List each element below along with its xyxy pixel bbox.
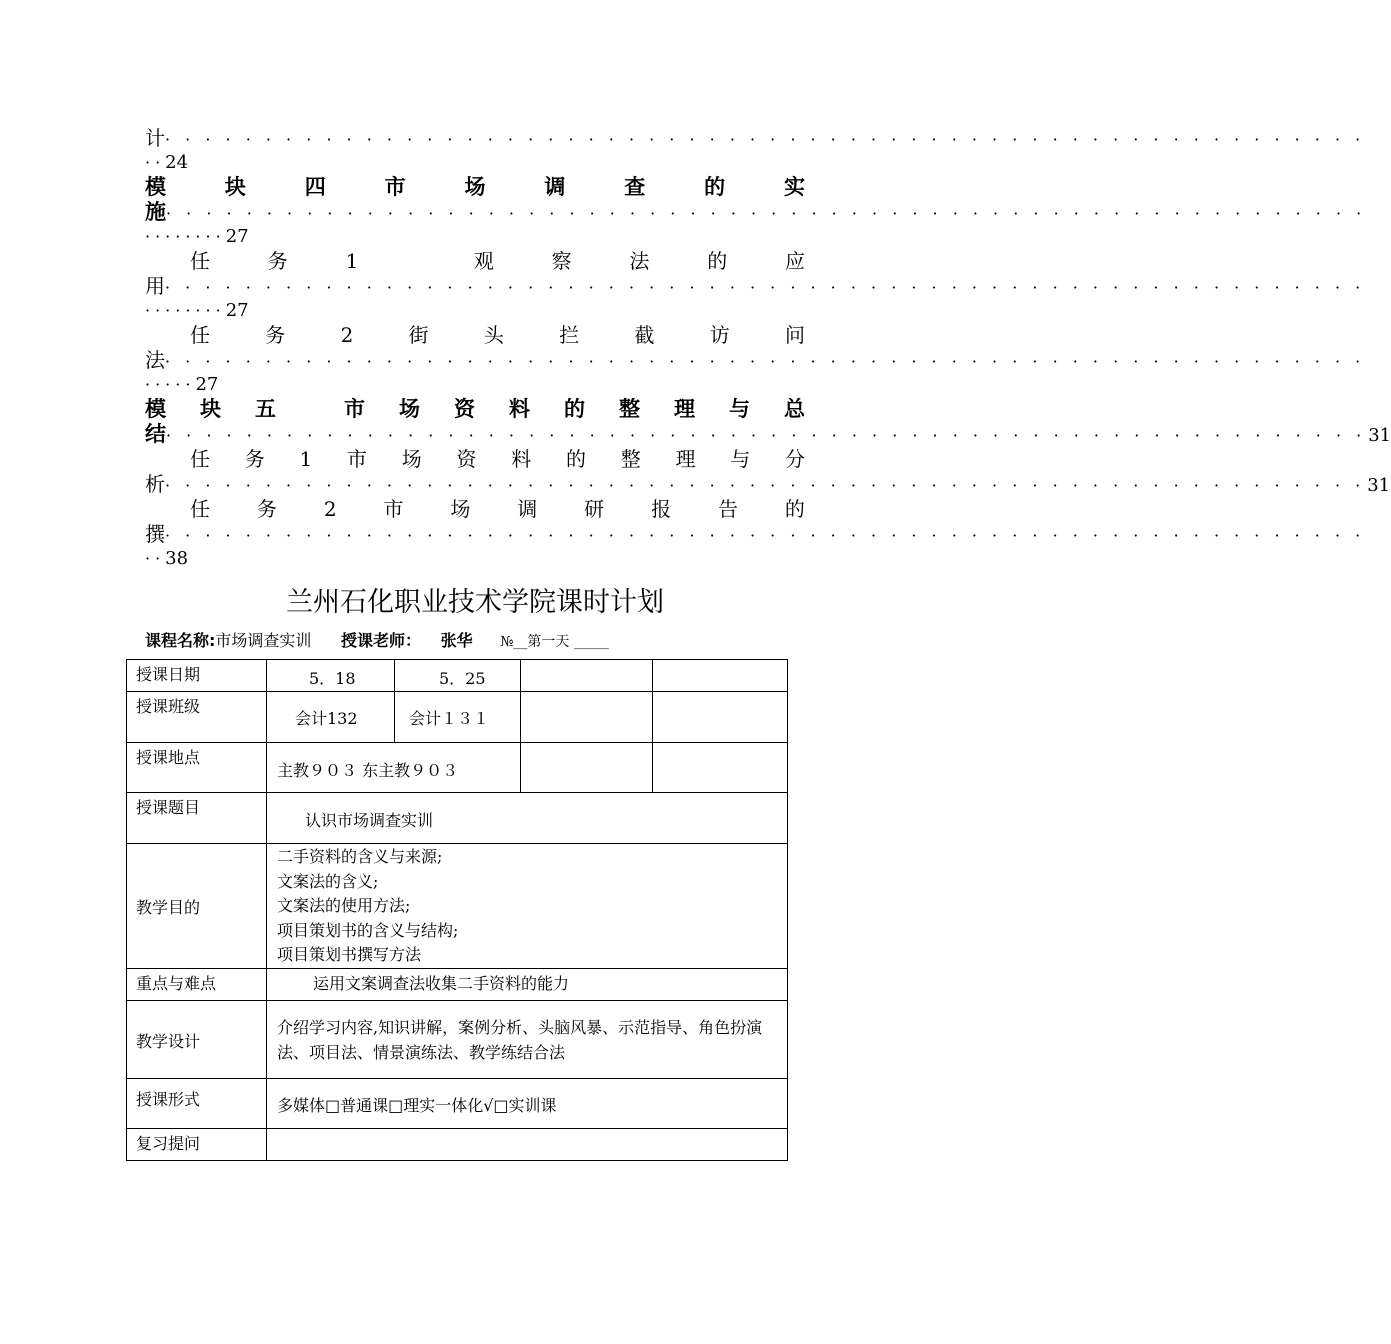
toc-page-number: 31 xyxy=(1368,425,1391,446)
toc-word: 场 xyxy=(450,497,471,521)
toc-text: 计 xyxy=(145,126,165,150)
toc-word: 告 xyxy=(717,497,738,521)
toc-word: 1 xyxy=(345,249,359,273)
leader-dots: · · · · · · · · · · · · · · · · · · · · · · · · · · · · · · · · · · · · · · · · · · · · · · · · · · · · · · · · · · · · xyxy=(166,204,1367,223)
goal-item: 文案法的使用方法; xyxy=(277,896,411,915)
teacher-name: 张华 xyxy=(440,631,473,650)
toc-entry xyxy=(145,447,1391,497)
toc-word: 用 xyxy=(145,274,165,298)
toc-word: 的 xyxy=(707,249,728,273)
toc-entry xyxy=(145,497,1366,571)
leader-dots: · · · · · · · · · · · · · · · · · · · · · · · · · · · · · · · · · · · · · · · · · · · · · · · · · · · · · · · · · · · · xyxy=(165,352,1366,371)
toc-word: 观 xyxy=(473,249,494,273)
teacher-label: 授课老师： xyxy=(341,631,422,650)
table-row xyxy=(127,793,788,844)
topic-label: 授课题目 xyxy=(127,793,267,844)
toc-word: 2 xyxy=(340,323,354,347)
date-2 xyxy=(395,660,521,692)
key-value-cell xyxy=(267,968,788,1000)
lesson-plan-table xyxy=(126,659,788,1161)
design-value-cell xyxy=(267,1000,788,1078)
table-row xyxy=(127,1000,788,1078)
toc-line xyxy=(145,497,805,522)
toc-word: 理 xyxy=(674,397,695,421)
topic-value: 认识市场调查实训 xyxy=(305,811,434,830)
toc-line xyxy=(145,348,1366,373)
toc-word: 结 xyxy=(145,422,166,446)
toc-word: 块 xyxy=(200,397,221,421)
leader-dots: ····· xyxy=(145,375,196,394)
toc-page-number: 27 xyxy=(195,374,219,395)
toc-word: 料 xyxy=(509,397,530,421)
toc-page-number: 31 xyxy=(1367,475,1391,496)
review-label: 复习提问 xyxy=(127,1128,267,1160)
goal-cell xyxy=(267,844,788,969)
toc-line xyxy=(145,472,1391,497)
toc-line xyxy=(145,397,805,422)
empty-cell xyxy=(653,692,788,743)
toc-word: 的 xyxy=(704,175,726,199)
class-2-text: 会计１３１ xyxy=(409,709,490,728)
table-row xyxy=(127,968,788,1000)
toc-word: 任 xyxy=(190,447,210,471)
toc-word: 资 xyxy=(456,447,477,471)
table-row xyxy=(127,692,788,743)
toc-word: 与 xyxy=(730,447,751,471)
design-label: 教学设计 xyxy=(127,1000,267,1078)
toc-word: 场 xyxy=(464,175,486,199)
toc-word: 市 xyxy=(383,497,404,521)
toc-line xyxy=(145,299,805,323)
empty-cell xyxy=(521,692,653,743)
toc-word: 市 xyxy=(384,175,406,199)
class-1 xyxy=(267,692,395,743)
empty-cell xyxy=(521,743,653,793)
toc-word: 头 xyxy=(483,323,504,347)
table-row xyxy=(127,1128,788,1160)
toc-word: 模 xyxy=(145,397,166,421)
toc-word: 与 xyxy=(729,397,750,421)
toc-page-number: 27 xyxy=(225,226,249,247)
toc-word: 撰 xyxy=(145,522,165,546)
class-2 xyxy=(395,692,521,743)
toc-word: 调 xyxy=(544,175,566,199)
goal-list xyxy=(267,844,787,968)
toc-page-number: 27 xyxy=(225,300,249,321)
toc-line xyxy=(145,522,1366,547)
toc-word: 资 xyxy=(454,397,475,421)
leader-dots: · · · · · · · · · · · · · · · · · · · · · · · · · · · · · · · · · · · · · · · · · · · · · · · · · · · · · · · · · · · · xyxy=(165,278,1366,297)
toc-word: 场 xyxy=(401,447,422,471)
date-2-text: 5．25 xyxy=(439,669,486,688)
toc-entry xyxy=(145,126,1366,175)
toc-word: 分 xyxy=(784,447,805,471)
table-row xyxy=(127,1078,788,1128)
course-label: 课程名称: xyxy=(145,631,216,650)
page-title: 兰州石化职业技术学院课时计划 xyxy=(286,587,664,618)
toc-word: 法 xyxy=(145,348,165,372)
toc-line xyxy=(145,126,1366,151)
leader-dots: ········ xyxy=(145,301,226,320)
toc-word: 实 xyxy=(784,175,805,199)
toc-word: 的 xyxy=(564,397,585,421)
goal-item: 二手资料的含义与来源; xyxy=(277,847,443,866)
toc-word: 务 xyxy=(265,323,286,347)
course-name: 市场调查实训 xyxy=(215,631,312,650)
toc-line xyxy=(145,200,1367,225)
empty-cell xyxy=(653,743,788,793)
toc-word: 研 xyxy=(584,497,605,521)
toc-word: 截 xyxy=(634,323,655,347)
toc-word: 五 xyxy=(255,397,276,421)
goal-item: 项目策划书的含义与结构; xyxy=(277,920,459,940)
toc-word: 总 xyxy=(784,397,805,421)
toc-line xyxy=(145,225,805,249)
toc-line xyxy=(145,323,805,348)
toc-line xyxy=(145,422,1391,447)
toc-line xyxy=(145,249,805,274)
toc-entry xyxy=(145,249,1366,323)
table-of-contents xyxy=(145,126,1391,571)
toc-word: 料 xyxy=(511,447,532,471)
toc-word: 务 xyxy=(267,249,288,273)
toc-word: 访 xyxy=(709,323,730,347)
toc-word: 理 xyxy=(675,447,696,471)
date-1-text: 5．18 xyxy=(309,669,356,688)
course-info-line xyxy=(145,628,805,651)
table-row xyxy=(127,660,788,692)
date-1 xyxy=(267,660,395,692)
form-value-cell xyxy=(267,1078,788,1128)
toc-word: 整 xyxy=(620,447,641,471)
form-label: 授课形式 xyxy=(127,1078,267,1128)
toc-word: 报 xyxy=(651,497,672,521)
toc-word: 1 xyxy=(299,447,313,471)
toc-word: 任 xyxy=(190,323,210,347)
toc-word: 查 xyxy=(624,175,646,199)
day-number: №__第一天 _____ xyxy=(500,634,609,650)
toc-word: 务 xyxy=(256,497,277,521)
place-value-cell xyxy=(267,743,521,793)
toc-word: 整 xyxy=(619,397,640,421)
toc-line xyxy=(145,175,805,200)
toc-entry xyxy=(145,397,1391,447)
toc-word: 施 xyxy=(145,200,166,224)
goal-label: 教学目的 xyxy=(127,844,267,969)
class-label: 授课班级 xyxy=(127,692,267,743)
toc-line xyxy=(145,373,805,397)
review-value-cell xyxy=(267,1128,788,1160)
toc-word: 法 xyxy=(629,249,650,273)
leader-dots: ·· xyxy=(145,153,166,172)
toc-word: 务 xyxy=(244,447,265,471)
toc-word: 的 xyxy=(784,497,805,521)
toc-entry xyxy=(145,175,1367,249)
toc-word: 街 xyxy=(408,323,429,347)
toc-word: 调 xyxy=(517,497,538,521)
leader-dots: · · · · · · · · · · · · · · · · · · · · · · · · · · · · · · · · · · · · · · · · · · · · · · · · · · · · · · · · · · · · xyxy=(166,426,1367,445)
leader-dots: · · · · · · · · · · · · · · · · · · · · · · · · · · · · · · · · · · · · · · · · · · · · · · · · · · · · · · · · · · · · xyxy=(165,476,1366,495)
leader-dots: ········ xyxy=(145,227,226,246)
toc-line xyxy=(145,151,805,175)
toc-word: 场 xyxy=(399,397,420,421)
toc-word: 任 xyxy=(190,249,210,273)
topic-value-cell xyxy=(267,793,788,844)
toc-entry xyxy=(145,323,1366,397)
toc-word: 市 xyxy=(346,447,367,471)
toc-word: 拦 xyxy=(559,323,580,347)
leader-dots: · · · · · · · · · · · · · · · · · · · · · · · · · · · · · · · · · · · · · · · · · · · · · · · · · · · · · · · · · · · · xyxy=(165,130,1366,149)
toc-line xyxy=(145,547,805,571)
toc-line xyxy=(145,274,1366,299)
table-row xyxy=(127,844,788,969)
empty-cell xyxy=(653,660,788,692)
place-label: 授课地点 xyxy=(127,743,267,793)
class-1-text: 会计132 xyxy=(295,709,358,728)
toc-word: 的 xyxy=(565,447,586,471)
goal-item: 项目策划书撰写方法 xyxy=(277,945,422,964)
leader-dots: ·· xyxy=(145,549,166,568)
key-label: 重点与难点 xyxy=(127,968,267,1000)
form-value: 多媒体□普通课□理实一体化√□实训课 xyxy=(277,1095,557,1115)
table-row xyxy=(127,743,788,793)
design-value: 介绍学习内容,知识讲解，案例分析、头脑风暴、示范指导、角色扮演法、项目法、情景演练法、教学练结合法 xyxy=(277,1017,763,1062)
key-value: 运用文案调查法收集二手资料的能力 xyxy=(313,973,570,993)
toc-word: 模 xyxy=(145,175,166,199)
toc-word: 四 xyxy=(304,175,326,199)
toc-word: 任 xyxy=(190,497,210,521)
place-value: 主教９０３ 东主教９０３ xyxy=(277,761,459,780)
toc-word: 问 xyxy=(784,323,805,347)
goal-item: 文案法的含义; xyxy=(277,871,379,891)
leader-dots: · · · · · · · · · · · · · · · · · · · · · · · · · · · · · · · · · · · · · · · · · · · · · · · · · · · · · · · · · · · · xyxy=(165,526,1366,545)
toc-word: 析 xyxy=(145,472,165,496)
toc-word: 块 xyxy=(224,175,246,199)
toc-word: 市 xyxy=(344,397,365,421)
toc-word: 察 xyxy=(551,249,572,273)
toc-word: 应 xyxy=(784,249,805,273)
toc-page-number: 24 xyxy=(165,152,189,173)
toc-page-number: 38 xyxy=(165,548,189,569)
empty-cell xyxy=(521,660,653,692)
date-label: 授课日期 xyxy=(127,660,267,692)
toc-line xyxy=(145,447,805,472)
toc-word: 2 xyxy=(323,497,337,521)
